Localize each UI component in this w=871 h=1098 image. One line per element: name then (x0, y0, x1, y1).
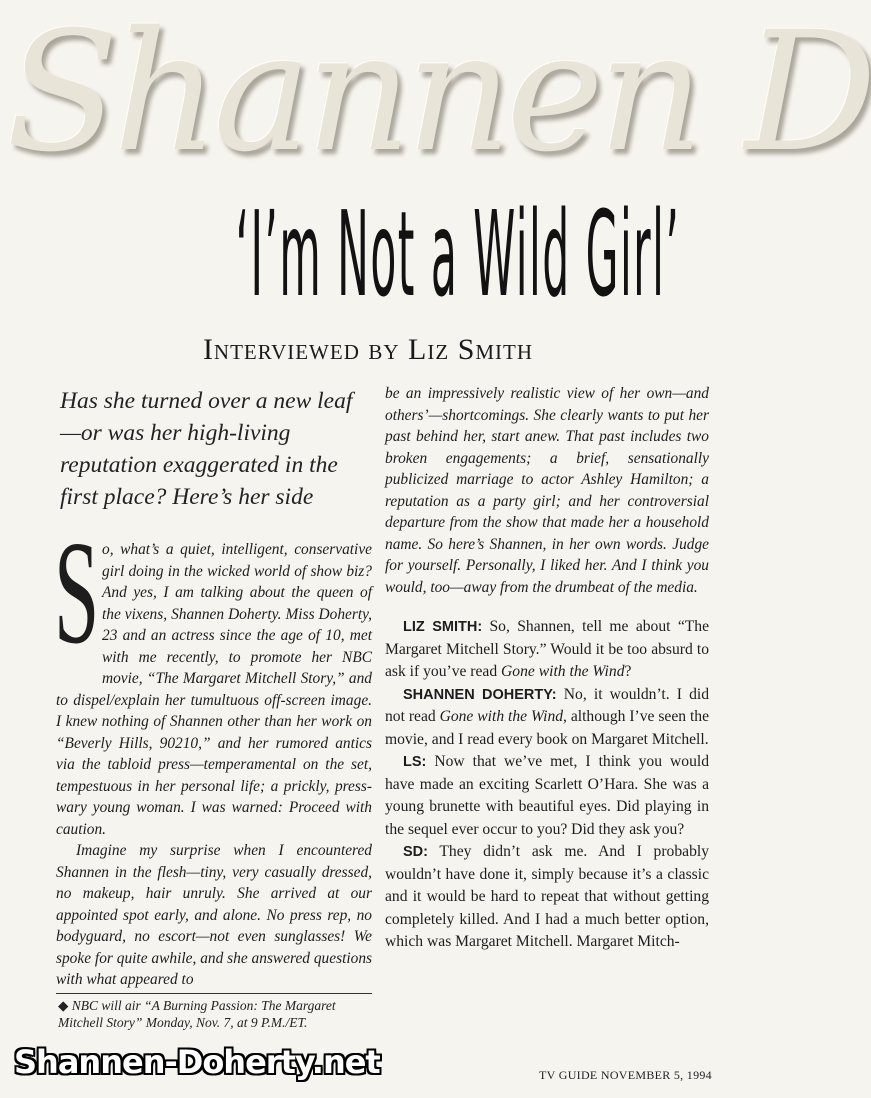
left-column (56, 385, 372, 1031)
qa-text: They didn’t ask me. And I probably wouldn’t have done it, simply because it’s a classic and it would be hard to repeat that without getting completely killed. And I had a much better option, which was Margaret Mitchell. Margaret Mitch- (385, 843, 709, 950)
byline: Interviewed by Liz Smith (202, 333, 534, 366)
deck: Has she turned over a new leaf—or was her high-living reputation exaggerated in the first place? Here’s her side (60, 388, 353, 510)
qa-item (385, 684, 709, 752)
issue-date-footer: TV GUIDE NOVEMBER 5, 1994 (539, 1068, 712, 1082)
qa-text: Now that we’ve met, I think you would have made an exciting Scarlett O’Hara. She was a young brunette with beautiful eyes. Did playing in the sequel ever occur to you? Did they ask you? (385, 753, 709, 838)
footnote: ◆ NBC will air “A Burning Passion: The Margaret Mitchell Story” Monday, Nov. 7, at 9 P.M./ET. (58, 997, 336, 1030)
headline: ‘I’m Not a Wild Girl’ (235, 185, 681, 323)
watermark-site-name: Shannen-Doherty.net (14, 1043, 380, 1081)
qa-item (385, 751, 709, 841)
qa-text: So, Shannen, tell me about “The Margaret Mitchell Story.” Would it be too absurd to ask if you’ve read (385, 618, 709, 680)
qa-item (385, 841, 709, 954)
qa-text: No, it wouldn’t. I did not read (385, 685, 710, 725)
intro-paragraph (54, 511, 372, 840)
footnote-divider (56, 993, 372, 994)
intro-paragraph-text: o, what’s a quiet, intelligent, conservative girl doing in the wicked world of show biz? And yes, I am talking about the queen of the vixens, Shannen Doherty. Miss Doherty, 23 and an actress since the age of 10, met with me recently, to promote her NBC movie, “The Margaret Mitchell Story,” and to dispel/explain her tumultuous off-screen image. I knew nothing of Shannen other than her work on “Beverly Hills, 90210,” and her rumored antics via the tabloid press—temperamental on the set, tempestuous in her personal life; a prickly, press-wary young woman. I was warned: Proceed with caution. (56, 541, 372, 838)
qa-item (385, 616, 709, 684)
qa-list (385, 616, 709, 954)
qa-speaker: SHANNEN DOHERTY: (403, 686, 557, 703)
right-column (385, 383, 709, 954)
qa-text-end: , although I’ve seen the movie, and I read every book on Margaret Mitchell. (385, 708, 709, 748)
qa-title: Gone with the Wind (439, 708, 564, 725)
qa-speaker: LS: (403, 754, 427, 770)
qa-title: Gone with the Wind (501, 663, 625, 680)
continued-intro: be an impressively realistic view of her own—and others’—shortcomings. She clearly wants to put her past behind her, start anew. That past includes two broken engagements; a brief, sensationally publicized marriage to actor Ashley Hamilton; a reputation as a party girl; and her controversial departure from the show that made her a household name. So here’s Shannen, in her own words. Judge for yourself. Personally, I liked her. And I think you would, too—away from the drumbeat of the media. (385, 385, 709, 596)
script-name-text: Shannen D (6, 0, 871, 188)
qa-speaker: LIZ SMITH: (403, 619, 483, 635)
second-paragraph: Imagine my surprise when I encountered Shannen in the flesh—tiny, very casually dressed, no makeup, hair unruly. She arrived at our appointed spot early, and alone. No press rep, no bodyguard, no escort—not even sunglasses! We spoke for quite awhile, and she answered questions with what appeared to (56, 842, 372, 988)
qa-text-end: ? (624, 663, 632, 680)
qa-speaker: SD: (403, 844, 428, 860)
drop-cap: S (54, 511, 100, 675)
